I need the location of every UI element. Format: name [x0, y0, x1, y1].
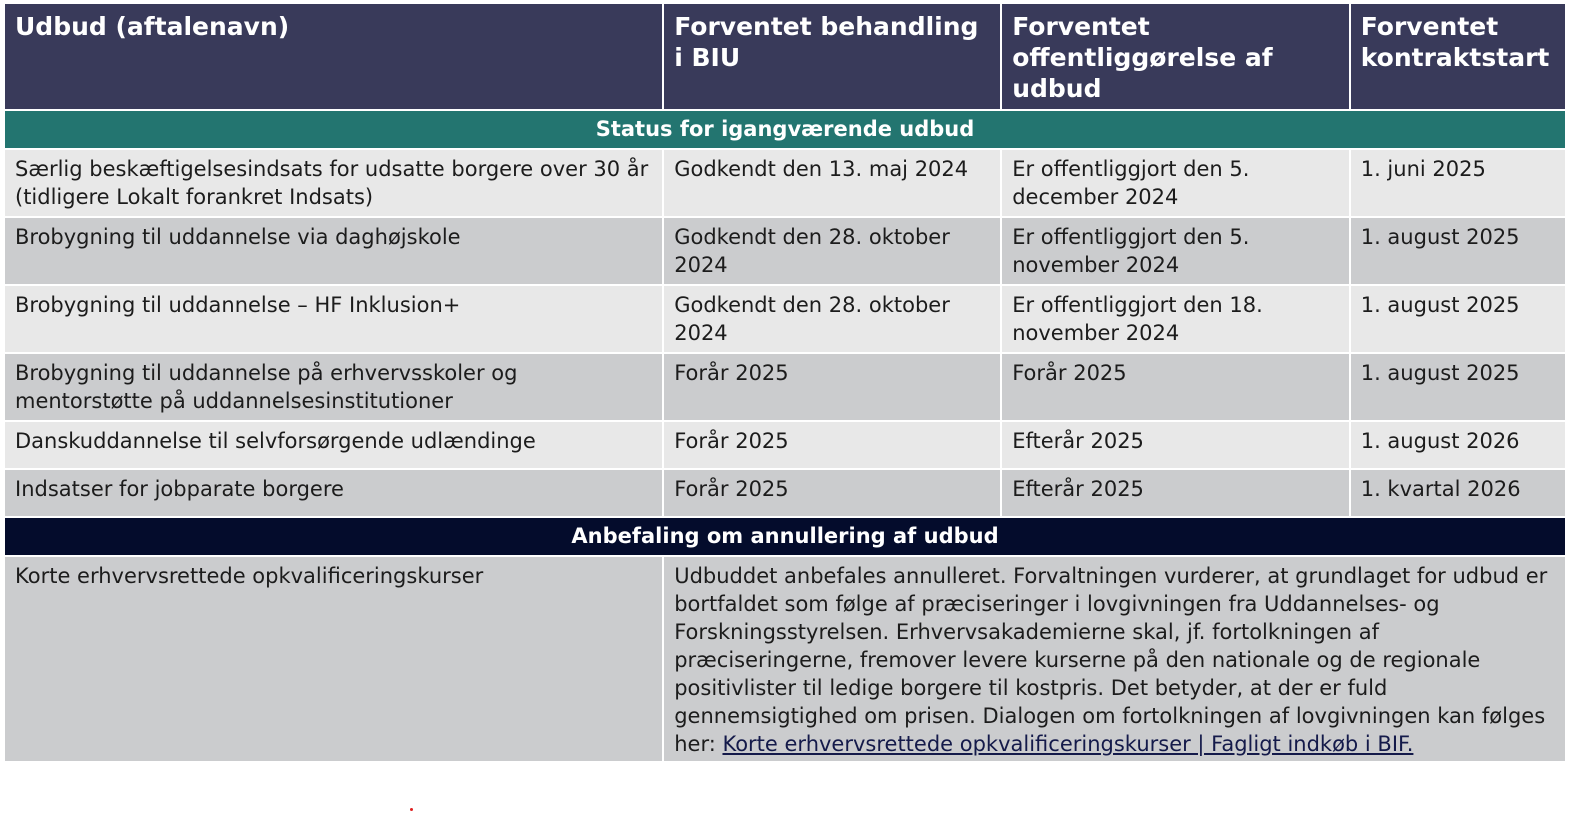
header-expected-publication: Forventet offentliggørelse af udbud: [1001, 3, 1350, 110]
table-row: [4, 149, 1566, 217]
cell-biu: Forår 2025: [663, 469, 1001, 517]
cell-biu: Forår 2025: [663, 353, 1001, 421]
cell-contract-start: 1. august 2026: [1350, 421, 1566, 469]
table-row: [4, 353, 1566, 421]
table-header-row: [4, 3, 1566, 110]
cell-publication: Er offentliggjort den 5. december 2024: [1001, 149, 1350, 217]
cell-biu: Godkendt den 28. oktober 2024: [663, 217, 1001, 285]
cell-biu: Godkendt den 13. maj 2024: [663, 149, 1001, 217]
cell-agreement-name: Brobygning til uddannelse – HF Inklusion+: [4, 285, 663, 353]
table-row: [4, 556, 1566, 762]
cell-contract-start: 1. kvartal 2026: [1350, 469, 1566, 517]
header-expected-contract-start: Forventet kontraktstart: [1350, 3, 1566, 110]
cell-publication: Efterår 2025: [1001, 469, 1350, 517]
cell-biu: Godkendt den 28. oktober 2024: [663, 285, 1001, 353]
cell-agreement-name: Indsatser for jobparate borgere: [4, 469, 663, 517]
cell-agreement-name: Korte erhvervsrettede opkvalificeringskurser: [4, 556, 663, 762]
cell-contract-start: 1. august 2025: [1350, 285, 1566, 353]
cell-cancellation-text: [663, 556, 1566, 762]
tender-table: [3, 2, 1567, 763]
stray-dot: [410, 808, 413, 811]
table-row: [4, 217, 1566, 285]
section-title: Status for igangværende udbud: [4, 110, 1566, 149]
header-agreement-name: Udbud (aftalenavn): [4, 3, 663, 110]
cell-publication: Er offentliggjort den 5. november 2024: [1001, 217, 1350, 285]
cell-agreement-name: Særlig beskæftigelsesindsats for udsatte borgere over 30 år (tidligere Lokalt forankret Indsats): [4, 149, 663, 217]
cell-publication: Er offentliggjort den 18. november 2024: [1001, 285, 1350, 353]
table-row: [4, 421, 1566, 469]
cancellation-link[interactable]: Korte erhvervsrettede opkvalificeringskurser | Fagligt indkøb i BIF.: [722, 732, 1414, 756]
cell-biu: Forår 2025: [663, 421, 1001, 469]
table-row: [4, 285, 1566, 353]
cancellation-description: Udbuddet anbefales annulleret. Forvaltningen vurderer, at grundlaget for udbud er bortfaldet som følge af præciseringer i lovgivningen fra Uddannelses- og Forskningsstyrelsen. Erhvervsakademierne skal, jf. fortolkningen af præciseringerne, fremover levere kurserne på den nationale og de regionale positivlister til ledige borgere til kostpris. Det betyder, at der er fuld gennemsigtighed om prisen. Dialogen om fortolkningen af lovgivningen kan følges her:: [674, 564, 1548, 756]
cell-contract-start: 1. juni 2025: [1350, 149, 1566, 217]
cell-agreement-name: Brobygning til uddannelse på erhvervsskoler og mentorstøtte på uddannelsesinstitutioner: [4, 353, 663, 421]
table-row: [4, 469, 1566, 517]
section-cancellation: [4, 517, 1566, 556]
cell-agreement-name: Danskuddannelse til selvforsørgende udlændinge: [4, 421, 663, 469]
cell-publication: Efterår 2025: [1001, 421, 1350, 469]
section-active-tenders: [4, 110, 1566, 149]
cell-publication: Forår 2025: [1001, 353, 1350, 421]
section-title: Anbefaling om annullering af udbud: [4, 517, 1566, 556]
header-expected-biu: Forventet behandling i BIU: [663, 3, 1001, 110]
cell-agreement-name: Brobygning til uddannelse via daghøjskole: [4, 217, 663, 285]
cell-contract-start: 1. august 2025: [1350, 217, 1566, 285]
cell-contract-start: 1. august 2025: [1350, 353, 1566, 421]
